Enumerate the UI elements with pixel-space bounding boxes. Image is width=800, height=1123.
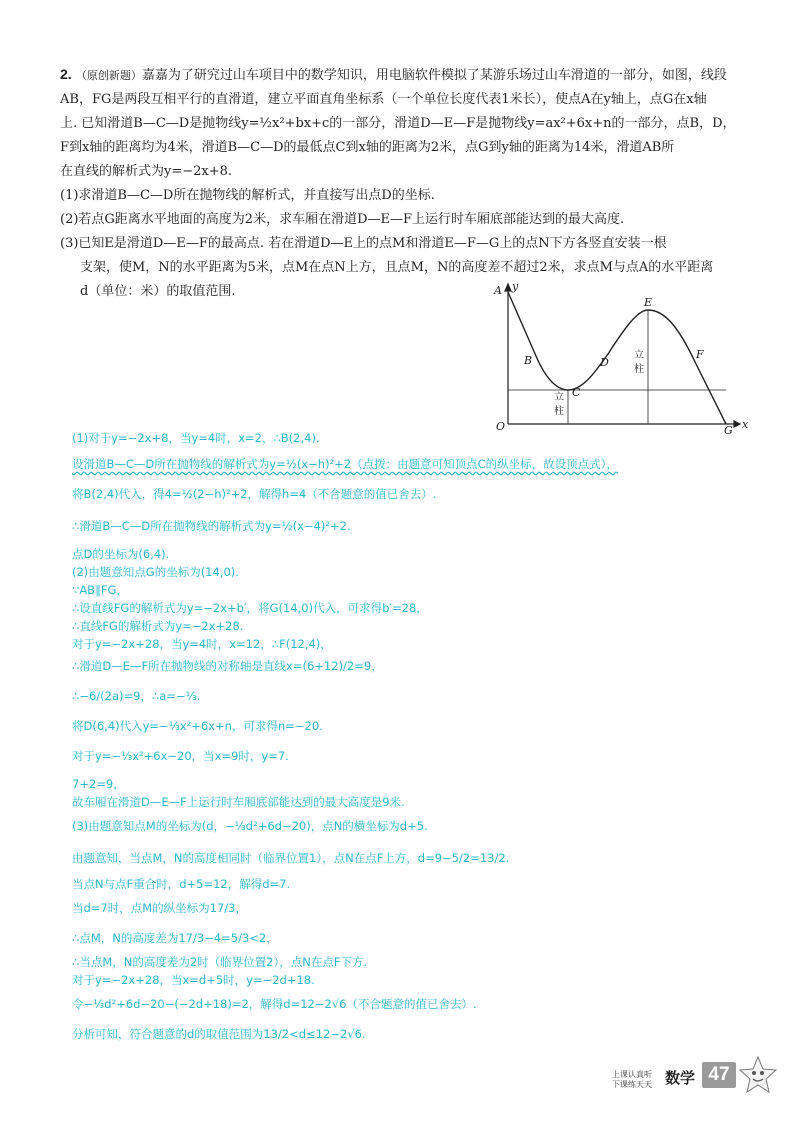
solution-line: ∴点M，N的高度差为17/3−4=5/3<2， [72, 931, 278, 945]
question-number: 2. [60, 66, 72, 82]
solution-line: ∴当点M，N的高度差为2时（临界位置2），点N在点F下方. [72, 955, 368, 969]
solution-line: 将B(2,4)代入，得4=½(2−h)²+2，解得h=4（不合题意的值已舍去）. [72, 487, 437, 501]
label-E: E [644, 296, 653, 309]
label-x: x [742, 418, 749, 431]
support-right-char-1: 立 [634, 350, 644, 361]
mascot-star-icon [738, 1055, 778, 1095]
solution-line: 由题意知，当点M，N的高度相同时（临界位置1），点N在点F上方，d=9−5/2=13/2. [72, 851, 510, 865]
label-D: D [600, 356, 609, 369]
solution-line: 故车厢在滑道D—E—F上运行时车厢底部能达到的最大高度是9米. [72, 795, 405, 809]
label-F: F [696, 348, 704, 361]
support-left-char-2: 柱 [554, 406, 564, 417]
solution-line-setup: 设滑道B—C—D所在抛物线的解析式为y=½(x−h)²+2（点拨：由题意可知顶点C的纵坐标，故设顶点式）， [72, 457, 618, 471]
problem-stem-line-4: F到x轴的距离均为4米，滑道B—C—D的最低点C到x轴的距离为2米，点G到y轴的距离为14米，滑道AB所 [60, 140, 675, 155]
y-axis-arrow [505, 284, 511, 291]
solution-line: ∴设直线FG的解析式为y=−2x+b′，将G(14,0)代入，可求得b′=28， [72, 601, 428, 615]
support-right-char-2: 柱 [634, 364, 644, 375]
sub-question-3-cont2: d（单位：米）的取值范围. [80, 284, 236, 299]
problem-stem-line-2: AB，FG是两段互相平行的直滑道，建立平面直角坐标系（一个单位长度代表1米长），使点A在y轴上，点G在x轴 [60, 92, 707, 107]
problem-text: 嘉嘉为了研究过山车项目中的数学知识，用电脑软件模拟了某游乐场过山车滑道的一部分，如图，线段 [141, 68, 727, 83]
label-y: y [512, 282, 519, 293]
page-number: 47 [702, 1062, 736, 1088]
solution-line: 将D(6,4)代入y=−⅓x²+6x+n，可求得n=−20. [72, 719, 323, 733]
solution-line: (1)对于y=−2x+8，当y=4时，x=2，∴B(2,4). [72, 431, 320, 445]
label-G: G [724, 424, 733, 437]
solution-line: (3)由题意知点M的坐标为(d，−⅓d²+6d−20)，点N的横坐标为d+5. [72, 819, 428, 833]
problem-stem-line-1 [60, 62, 760, 88]
solution-line: (2)由题意知点G的坐标为(14,0). [72, 565, 239, 579]
footer-slogan-line-2: 下课练天天 [612, 1080, 652, 1089]
footer-subject: 数学 [665, 1069, 696, 1087]
solution-line: 对于y=−⅓x²+6x−20，当x=9时，y=7. [72, 749, 289, 763]
label-B: B [524, 354, 533, 367]
problem-stem-line-3: 上. 已知滑道B—C—D是抛物线y=½x²+bx+c的一部分，滑道D—E—F是抛物线y=ax²+6x+n的一部分，点B，D， [60, 116, 736, 131]
label-O: O [496, 420, 506, 433]
coaster-diagram [490, 282, 750, 442]
footer-slogan [612, 1070, 652, 1090]
support-left-char-1: 立 [554, 392, 564, 403]
solution-line: 当d=7时，点M的纵坐标为17/3， [72, 901, 247, 915]
sub-question-3: (3)已知E是滑道D—E—F的最高点. 若在滑道D—E上的点M和滑道E—F—G上的点N下方各竖直安装一根 [60, 236, 667, 251]
problem-stem-line-5: 在直线的解析式为y=−2x+8. [60, 164, 233, 179]
solution-line: 分析可知，符合题意的d的取值范围为13/2<d≤12−2√6. [72, 1027, 366, 1041]
solution-line: 令−⅓d²+6d−20−(−2d+18)=2，解得d=12−2√6（不合题意的值已舍去）. [72, 997, 477, 1011]
sub-question-3-cont: 支架，使M，N的水平距离为5米，点M在点N上方，且点M，N的高度差不超过2米，求点M与点A的水平距离 [80, 260, 714, 275]
solution-line: ∴−6/(2a)=9，∴a=−⅓. [72, 689, 201, 703]
track-curve [508, 292, 726, 424]
solution-line: 7+2=9， [72, 777, 125, 791]
solution-line: 对于y=−2x+28，当y=4时，x=12，∴F(12,4)， [72, 637, 332, 651]
solution-line: ∴直线FG的解析式为y=−2x+28. [72, 619, 244, 633]
solution-line: ∵AB∥FG， [72, 583, 128, 597]
x-axis-arrow [734, 421, 740, 427]
solution-line: 点D的坐标为(6,4). [72, 547, 170, 561]
problem-block [60, 62, 760, 304]
solution-line: 当点N与点F重合时，d+5=12，解得d=7. [72, 877, 291, 891]
solution-line: 对于y=−2x+28，当x=d+5时，y=−2d+18. [72, 973, 315, 987]
solution-line: ∴滑道B—C—D所在抛物线的解析式为y=½(x−4)²+2. [72, 519, 351, 533]
footer-slogan-line-1: 上课认真听 [612, 1070, 652, 1079]
solution-line: ∴滑道D—E—F所在抛物线的对称轴是直线x=(6+12)/2=9， [72, 659, 383, 673]
sub-question-1: (1)求滑道B—C—D所在抛物线的解析式，并直接写出点D的坐标. [60, 188, 435, 203]
label-C: C [572, 386, 581, 399]
label-A: A [494, 284, 502, 297]
question-source: （原创新题） [75, 69, 142, 82]
sub-question-2: (2)若点G距离水平地面的高度为2米，求车厢在滑道D—E—F上运行时车厢底部能达到的最大高度. [60, 212, 625, 227]
